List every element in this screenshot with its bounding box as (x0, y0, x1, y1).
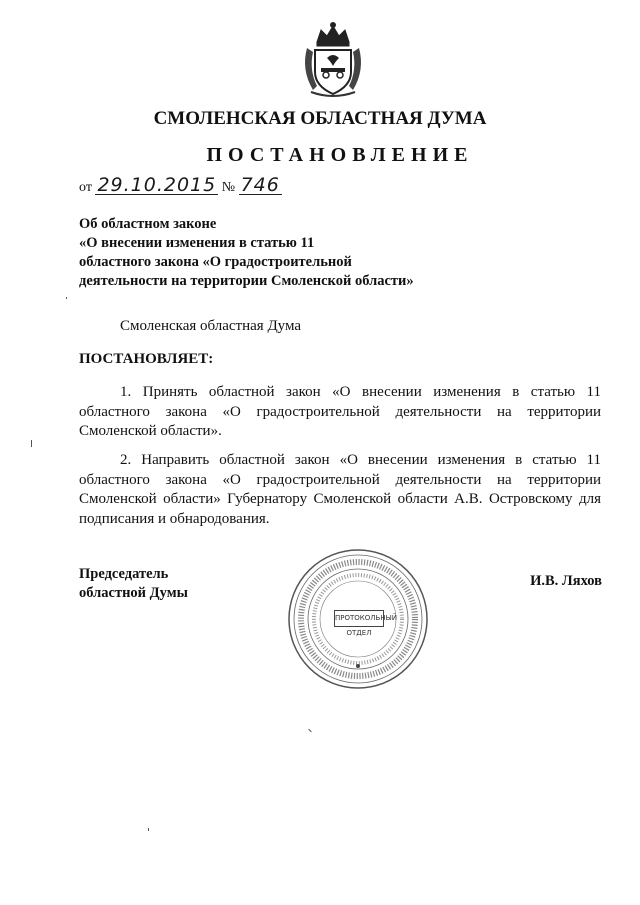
subject-line: областного закона «О градостроительной (79, 254, 352, 270)
signatory-title-line: областной Думы (79, 585, 188, 601)
subject-line: деятельности на территории Смоленской области» (79, 273, 414, 289)
resolves-heading: ПОСТАНОВЛЯЕТ: (79, 351, 214, 367)
document-type-heading: ПОСТАНОВЛЕНИЕ (206, 144, 474, 166)
intro-text: Смоленская областная Дума (120, 318, 302, 334)
stamp-center (334, 610, 398, 640)
signatory-name: И.В. Ляхов (530, 573, 602, 589)
signatory-title (79, 565, 188, 603)
coat-of-arms-emblem (293, 20, 373, 100)
official-stamp (287, 548, 429, 690)
signatory-title-line: Председатель (79, 566, 169, 582)
organization-title: СМОЛЕНСКАЯ ОБЛАСТНАЯ ДУМА (153, 108, 487, 129)
handwritten-number: 746 (240, 174, 280, 196)
handwritten-date: 29.10.2015 (97, 174, 217, 196)
paragraph-1: 1. Принять областной закон «О внесении изменения в статью 11 областного закона «О градостроительной деятельности на территории Смоленской области». (79, 384, 601, 439)
scan-speck (66, 297, 67, 299)
paragraph-2: 2. Направить областной закон «О внесении изменения в статью 11 областного закона «О градостроительной деятельности на территории Смоленской области» Губернатору Смоленской области А.В. Островскому для подписания и обнародования. (79, 452, 601, 527)
scan-speck (31, 440, 32, 447)
subject-line: «О внесении изменения в статью 11 (79, 235, 315, 251)
document-subject (79, 215, 414, 291)
stamp-center-sub: ОТДЕЛ (346, 629, 372, 637)
from-label: от (79, 180, 92, 195)
number-label: № (221, 180, 236, 195)
subject-line: Об областном законе (79, 216, 217, 232)
date-number-line (79, 176, 282, 196)
scan-speck (148, 828, 149, 831)
stamp-center-box: ПРОТОКОЛЬНЫЙ (334, 610, 384, 627)
scan-speck (308, 729, 312, 733)
